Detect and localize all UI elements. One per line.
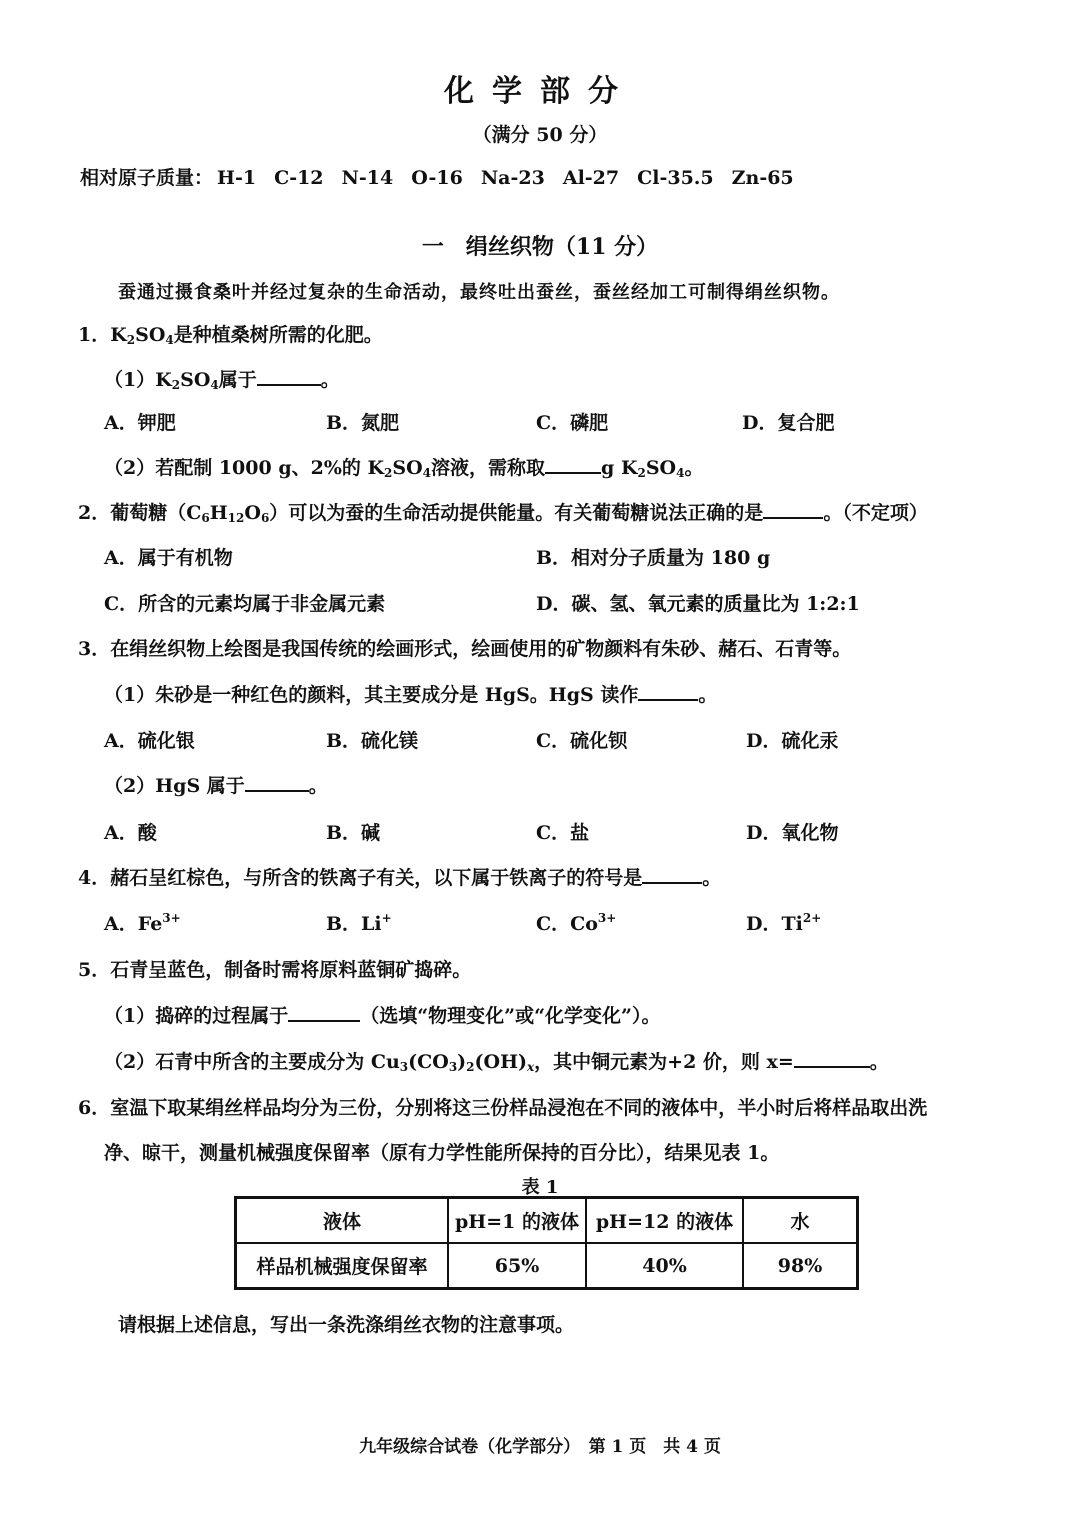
subscript: 4	[676, 466, 685, 480]
text: SO	[645, 457, 677, 479]
data-table	[234, 1196, 859, 1290]
q1-option-d[interactable]: D．复合肥	[742, 412, 835, 434]
q4-option-c[interactable]	[536, 909, 616, 936]
mass-item: N-14	[341, 167, 394, 189]
q4-option-b[interactable]	[326, 909, 392, 936]
subscript: 2	[637, 466, 646, 480]
answer-blank[interactable]	[545, 456, 601, 474]
question-number: 6．	[78, 1097, 111, 1119]
text: (CO	[408, 1051, 449, 1073]
table-cell: 样品机械强度保留率	[236, 1243, 449, 1289]
subscript: 4	[165, 333, 174, 347]
question-1-part-2	[104, 453, 703, 480]
q4-option-d[interactable]	[746, 909, 821, 936]
subscript: 2	[384, 466, 393, 480]
subscript: 4	[422, 466, 432, 480]
text: 属于	[218, 369, 257, 391]
subscript: 12	[227, 511, 245, 525]
subscript: 4	[210, 378, 219, 392]
text: 是种植桑树所需的化肥。	[173, 324, 383, 346]
q3-2-option-c[interactable]: C．盐	[536, 822, 590, 844]
table-cell: 65%	[448, 1243, 586, 1289]
answer-blank[interactable]	[638, 683, 698, 701]
question-6-line-1	[78, 1093, 927, 1120]
q2-option-c[interactable]: C．所含的元素均属于非金属元素	[104, 593, 386, 615]
text: O	[244, 502, 261, 524]
text: SO	[135, 324, 166, 346]
table-row	[236, 1243, 858, 1289]
question-number: 4．	[78, 867, 111, 889]
table-header-cell: 水	[743, 1198, 858, 1244]
mass-item: Cl-35.5	[637, 167, 714, 189]
mass-item: O-16	[411, 167, 463, 189]
page-footer: 九年级综合试卷（化学部分） 第 1 页 共 4 页	[359, 1437, 721, 1457]
q1-option-b[interactable]: B．氮肥	[326, 412, 400, 434]
text: 室温下取某绢丝样品均分为三份，分别将这三份样品浸泡在不同的液体中，半小时后将样品取出洗	[110, 1097, 928, 1119]
section-intro: 蚕通过摄食桑叶并经过复杂的生命活动，最终吐出蚕丝，蚕丝经加工可制得绢丝织物。	[118, 282, 840, 303]
q2-option-b[interactable]: B．相对分子质量为 180 g	[536, 547, 771, 569]
q3-2-option-a[interactable]: A．酸	[104, 822, 157, 844]
text: H	[209, 502, 228, 524]
answer-blank[interactable]	[257, 368, 321, 386]
text: （1）捣碎的过程属于	[104, 1005, 289, 1027]
text: 。	[684, 457, 704, 479]
text: 赭石呈红棕色，与所含的铁离子有关，以下属于铁离子的符号是	[110, 867, 643, 889]
answer-blank[interactable]	[794, 1050, 870, 1068]
text: （2）若配制 1000 g、2%的 K	[104, 457, 385, 479]
section-title: 一 绢丝织物（11 分）	[421, 234, 659, 260]
question-number: 2．	[78, 502, 111, 524]
subscript: 2	[126, 333, 136, 347]
subscript: x	[527, 1060, 535, 1074]
superscript: 3+	[597, 911, 617, 925]
text: 溶液，需称取	[431, 457, 546, 479]
question-4-stem	[78, 863, 721, 890]
question-3-part-2	[104, 771, 328, 798]
table-caption: 表 1	[521, 1177, 559, 1198]
text: 。（不定项）	[823, 502, 928, 524]
q2-option-a[interactable]: A．属于有机物	[104, 547, 233, 569]
text: 石青呈蓝色，制备时需将原料蓝铜矿捣碎。	[110, 959, 472, 981]
q2-option-d[interactable]: D．碳、氢、氧元素的质量比为 1:2:1	[536, 593, 860, 615]
question-1-part-1	[104, 365, 340, 392]
question-2-stem	[78, 498, 928, 525]
text: （2）HgS 属于	[104, 775, 245, 797]
relative-atomic-masses	[80, 163, 812, 190]
text: （1）K	[104, 369, 172, 391]
subscript: 2	[171, 378, 181, 392]
text: SO	[180, 369, 211, 391]
text: SO	[392, 457, 423, 479]
superscript: 3+	[162, 911, 181, 925]
text: 。	[308, 775, 328, 797]
question-number: 1．	[78, 324, 111, 346]
table-header-cell: pH=1 的液体	[448, 1198, 586, 1244]
q3-1-option-d[interactable]: D．硫化汞	[746, 730, 839, 752]
superscript: +	[381, 911, 392, 925]
text: （2）石青中所含的主要成分为 Cu	[104, 1051, 400, 1073]
text: ）可以为蚕的生命活动提供能量。有关葡萄糖说法正确的是	[269, 502, 764, 524]
text: 。	[702, 867, 722, 889]
question-6-prompt: 请根据上述信息，写出一条洗涤绢丝衣物的注意事项。	[118, 1314, 575, 1336]
answer-blank[interactable]	[245, 774, 309, 792]
question-3-stem	[78, 634, 851, 661]
question-5-stem	[78, 955, 471, 982]
q4-option-a[interactable]	[104, 909, 181, 936]
text: （选填“物理变化”或“化学变化”）。	[360, 1005, 661, 1027]
text: ，其中铜元素为+2 价，则 x=	[534, 1051, 794, 1073]
q3-1-option-c[interactable]: C．硫化钡	[536, 730, 628, 752]
question-3-part-1	[104, 680, 717, 707]
table-header-cell: pH=12 的液体	[586, 1198, 743, 1244]
mass-item: Zn-65	[731, 167, 794, 189]
mass-item: Na-23	[480, 167, 545, 189]
subscript: 6	[201, 511, 210, 525]
q1-option-c[interactable]: C．磷肥	[536, 412, 609, 434]
table-cell: 98%	[743, 1243, 858, 1289]
question-5-part-2	[104, 1047, 889, 1074]
q3-1-option-a[interactable]: A．硫化银	[104, 730, 195, 752]
question-6-line-2: 净、晾干，测量机械强度保留率（原有力学性能所保持的百分比），结果见表 1。	[104, 1142, 780, 1164]
answer-blank[interactable]	[288, 1004, 360, 1022]
table-header-row	[236, 1198, 858, 1244]
text: C．Co	[536, 913, 598, 935]
subscript: 3	[399, 1060, 409, 1074]
text: (OH)	[474, 1051, 528, 1073]
text: 。	[698, 684, 718, 706]
text: )	[457, 1051, 467, 1073]
table-cell: 40%	[586, 1243, 743, 1289]
question-number: 5．	[78, 959, 111, 981]
question-number: 3．	[78, 638, 111, 660]
mass-item: H-1	[217, 167, 257, 189]
question-5-part-1	[104, 1001, 660, 1028]
page-title: 化学部分	[444, 74, 636, 109]
mass-item: C-12	[274, 167, 324, 189]
text: B．Li	[326, 913, 382, 935]
subscript: 3	[448, 1060, 458, 1074]
text: K	[110, 324, 127, 346]
mass-item: Al-27	[562, 167, 620, 189]
question-1-stem	[78, 320, 383, 347]
full-score: （满分 50 分）	[472, 124, 608, 146]
answer-blank[interactable]	[763, 501, 823, 519]
text: 葡萄糖（C	[110, 502, 202, 524]
text: （1）朱砂是一种红色的颜料，其主要成分是 HgS。HgS 读作	[104, 684, 639, 706]
text: D．Ti	[746, 913, 803, 935]
table-header-cell: 液体	[236, 1198, 449, 1244]
text: 在绢丝织物上绘图是我国传统的绘画形式，绘画使用的矿物颜料有朱砂、赭石、石青等。	[110, 638, 852, 660]
q3-2-option-d[interactable]: D．氧化物	[746, 822, 839, 844]
subscript: 2	[466, 1060, 475, 1074]
masses-label: 相对原子质量：	[80, 167, 214, 189]
q1-option-a[interactable]: A．钾肥	[104, 412, 176, 434]
superscript: 2+	[802, 911, 822, 925]
q3-2-option-b[interactable]: B．碱	[326, 822, 381, 844]
answer-blank[interactable]	[642, 866, 702, 884]
subscript: 6	[260, 511, 270, 525]
text: 。	[320, 369, 340, 391]
text: A．Fe	[104, 913, 163, 935]
text: 。	[869, 1051, 889, 1073]
q3-1-option-b[interactable]: B．硫化镁	[326, 730, 419, 752]
text: g K	[601, 457, 638, 479]
